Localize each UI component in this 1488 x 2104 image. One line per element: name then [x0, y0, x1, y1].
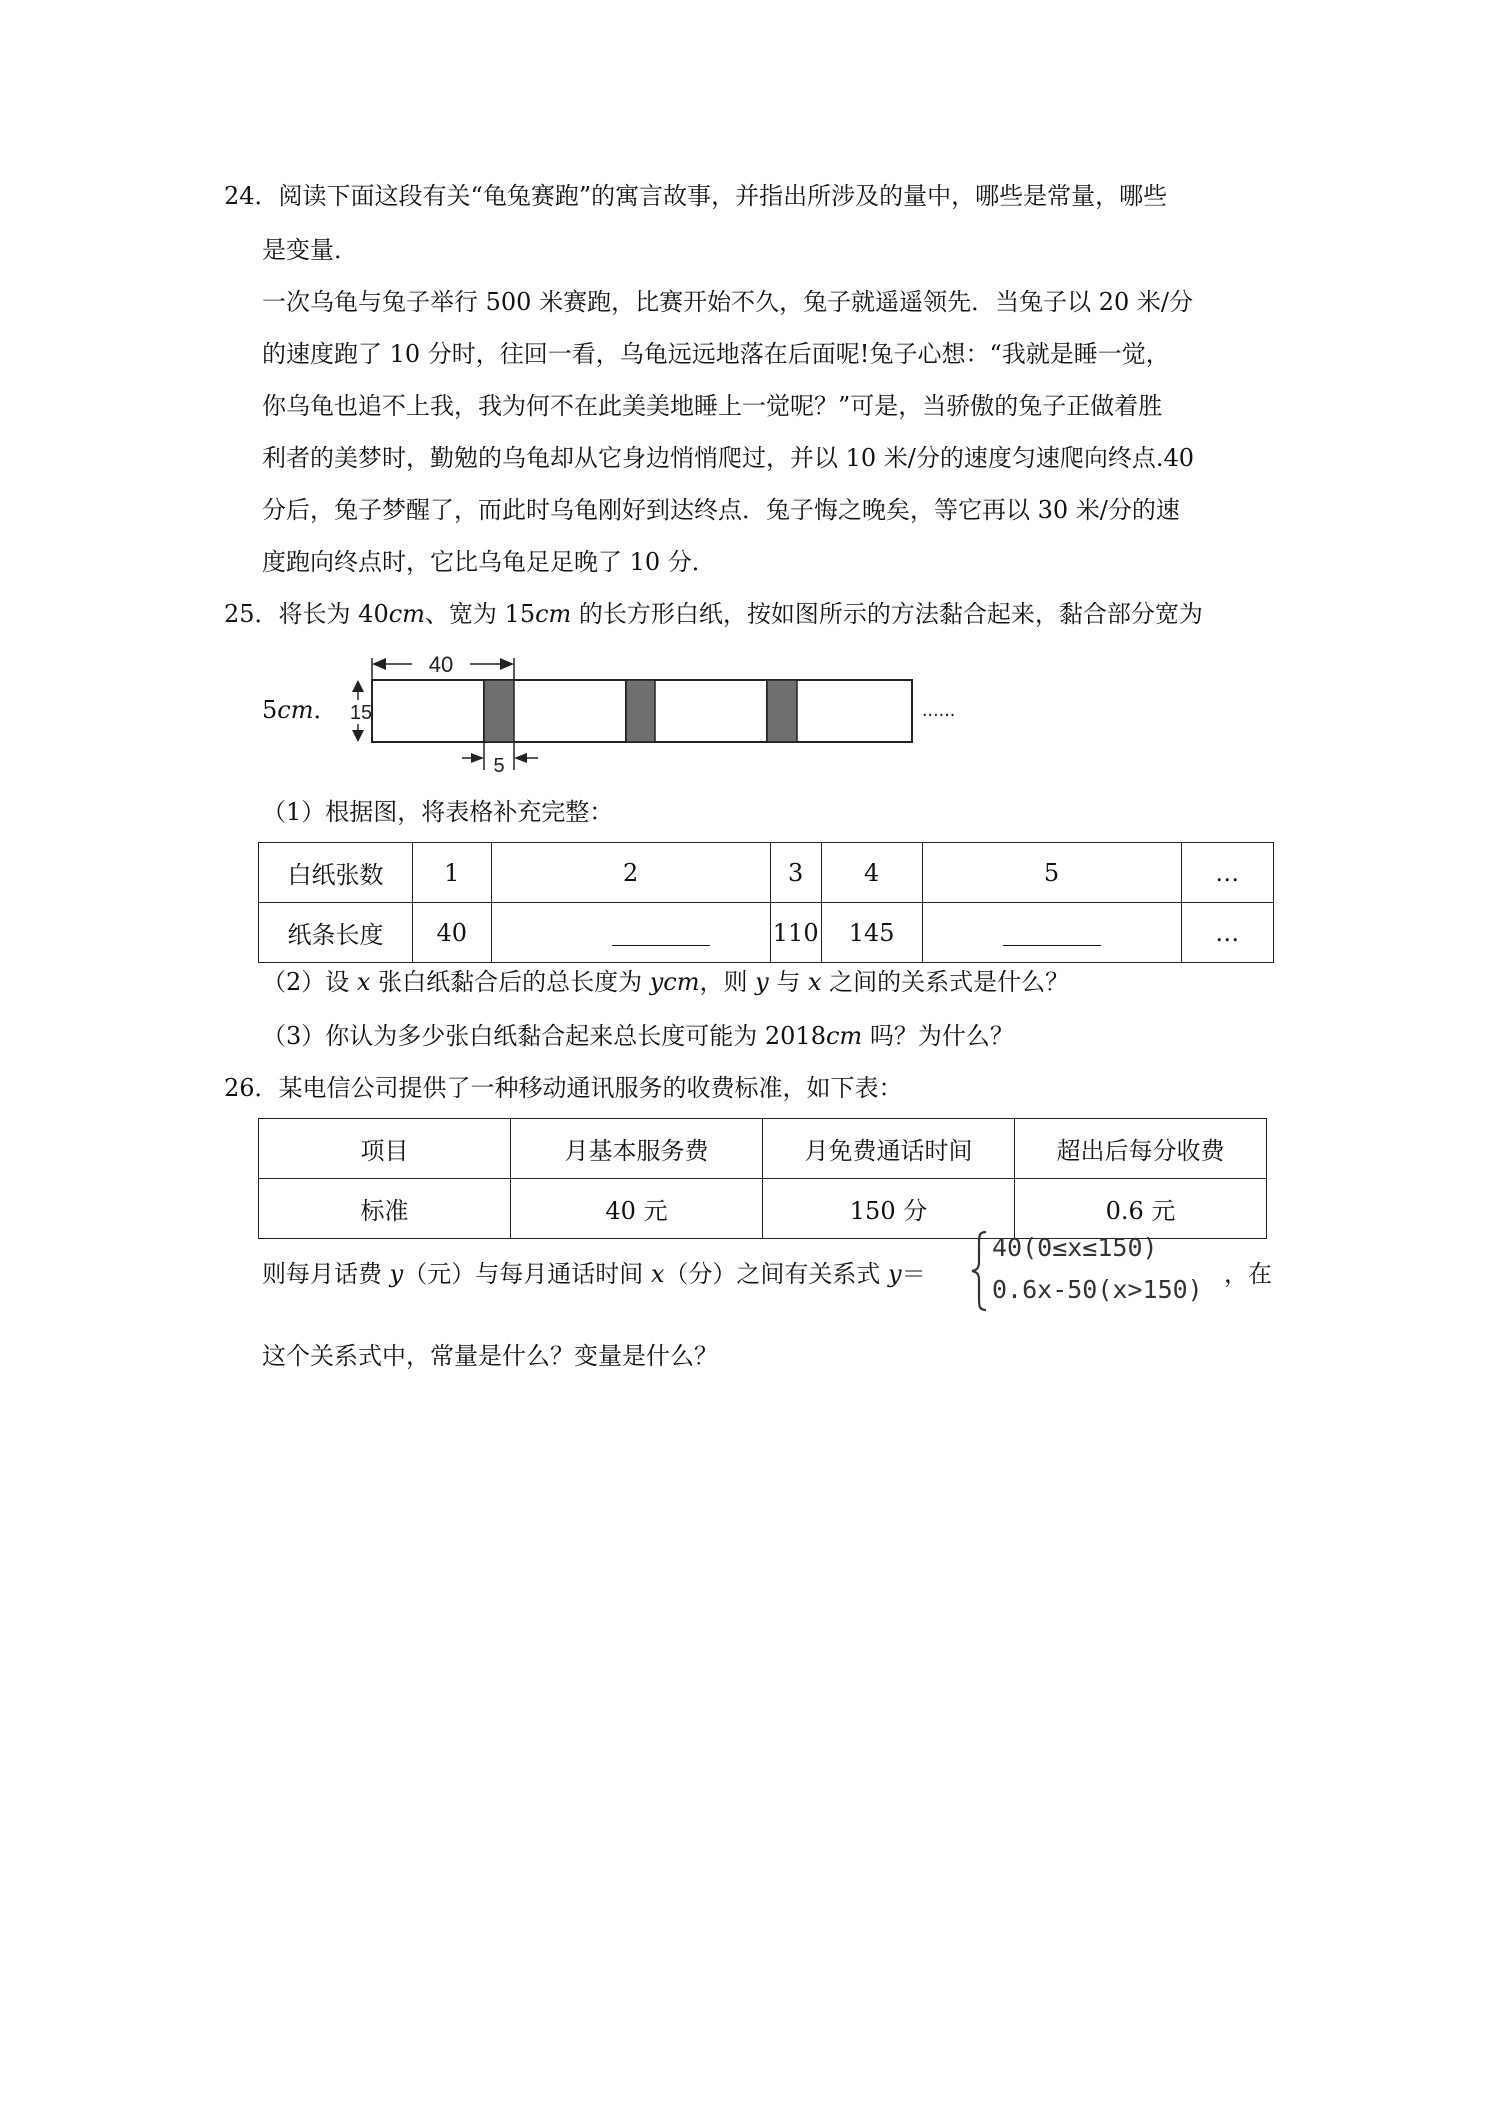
q25-line-2: [262, 692, 337, 728]
q25-line2-a: 5: [262, 696, 278, 724]
cell-sheets-5: 5: [922, 843, 1181, 903]
overlap-arrow-left: [471, 753, 484, 763]
q24-text-1: 阅读下面这段有关“龟兔赛跑”的寓言故事，并指出所涉及的量中，哪些是常量，哪些: [278, 182, 1168, 210]
q25-sub2-x2: x: [807, 968, 822, 996]
q24-line-1: [224, 178, 1167, 214]
q26-text-1: 某电信公司提供了一种移动通讯服务的收费标准，如下表：: [278, 1074, 903, 1102]
q24-line-8: 度跑向终点时，它比乌龟足足晚了 10 分．: [262, 548, 716, 576]
overlap-label: 5: [493, 755, 505, 776]
q25-sub2: [262, 964, 1069, 1000]
q26-table: [258, 1118, 1267, 1239]
q26-header-base-fee: 月基本服务费: [511, 1119, 763, 1179]
q26-rel-x: x: [650, 1260, 665, 1288]
width-arrow-top: [352, 680, 364, 692]
length-label: 40: [428, 652, 454, 677]
q25-sub2-a: （2）设: [262, 968, 357, 996]
q24-number: 24．: [224, 182, 279, 210]
cell-sheets-2: 2: [491, 843, 770, 903]
q26-header-item: 项目: [259, 1119, 511, 1179]
answer-blank-1[interactable]: [612, 923, 710, 946]
q26-rel-b: （元）与每月通话时间: [403, 1260, 651, 1288]
q26-cell-standard: 标准: [259, 1179, 511, 1239]
cell-header-sheets: 白纸张数: [259, 843, 413, 903]
q24-line-5: 你乌龟也追不上我，我为何不在此美美地睡上一觉呢？”可是，当骄傲的兔子正做着胜: [262, 392, 1163, 420]
q25-sub2-e: 之间的关系式是什么？: [821, 968, 1070, 996]
q26-cell-extra-rate: 0.6 元: [1015, 1179, 1267, 1239]
cell-sheets-4: 4: [821, 843, 922, 903]
q25-sub2-d: 与: [768, 968, 808, 996]
overlap-3: [767, 680, 797, 742]
length-arrow-left: [372, 658, 386, 670]
q26-rel-y2: y: [888, 1260, 902, 1288]
cell-length-ellipsis: …: [1181, 903, 1273, 963]
q25-sub1: （1）根据图，将表格补充完整：: [262, 798, 614, 826]
q25-sub3-unit: cm: [825, 1022, 863, 1050]
q25-unit-1: cm: [388, 600, 425, 628]
q25-text-b: 、宽为 15: [424, 600, 536, 628]
piecewise-function: [970, 1228, 1224, 1314]
cell-length-4: 145: [821, 903, 922, 963]
width-arrow-bottom: [352, 730, 364, 742]
overlap-1: [484, 680, 514, 742]
q25-sub2-b: 张白纸黏合后的总长度为: [370, 968, 650, 996]
q25-text-c: 的长方形白纸，按如图所示的方法黏合起来，黏合部分宽为: [571, 600, 1203, 628]
q25-table-row-sheets: [259, 843, 1274, 903]
q24-line-7: 分后，兔子梦醒了，而此时乌龟刚好到达终点．兔子悔之晚矣，等它再以 30 米/分的速: [262, 496, 1180, 524]
cell-length-3: 110: [770, 903, 821, 963]
piece-2: 0.6x-50(x>150): [992, 1275, 1203, 1304]
q25-line2-unit: cm: [277, 696, 314, 724]
q26-line-1: [224, 1070, 903, 1106]
answer-blank-2[interactable]: [1003, 923, 1101, 946]
paper-strip-figure: [350, 646, 970, 776]
q25-sub2-ycm: ycm: [649, 968, 700, 996]
q26-header-extra-rate: 超出后每分收费: [1015, 1119, 1267, 1179]
cell-length-1: 40: [412, 903, 491, 963]
q24-line-2: 是变量．: [262, 236, 358, 264]
q25-sub2-c: ，则: [699, 968, 756, 996]
continuation-dots: ......: [922, 699, 956, 721]
width-label: 15: [350, 702, 373, 724]
q26-rel-tail: ，在: [1224, 1260, 1272, 1288]
overlap-arrow-right: [514, 753, 527, 763]
q25-sub2-x: x: [356, 968, 371, 996]
q25-sub2-y2: y: [755, 968, 769, 996]
q25-sub3-b: 吗？为什么？: [862, 1022, 1014, 1050]
q25-sub3: [262, 1018, 1014, 1054]
q25-sub3-a: （3）你认为多少张白纸黏合起来总长度可能为 2018: [262, 1022, 826, 1050]
overlap-2: [626, 680, 655, 742]
cell-sheets-ellipsis: …: [1181, 843, 1273, 903]
q26-table-header: [259, 1119, 1267, 1179]
q25-line-1: [224, 596, 1203, 632]
cell-header-length: 纸条长度: [259, 903, 413, 963]
q26-header-free-time: 月免费通话时间: [763, 1119, 1015, 1179]
q25-text-a: 将长为 40: [278, 600, 389, 628]
q24-line-3: 一次乌龟与兔子举行 500 米赛跑，比赛开始不久，兔子就遥遥领先．当兔子以 20 米/分: [262, 288, 1193, 316]
q24-line-6: 利者的美梦时，勤勉的乌龟却从它身边悄悄爬过，并以 10 米/分的速度匀速爬向终点.40: [262, 444, 1195, 472]
cell-sheets-3: 3: [770, 843, 821, 903]
q26-rel-a: 则每月话费: [262, 1260, 390, 1288]
q26-rel-eq: ＝: [901, 1260, 926, 1288]
cell-length-5-blank[interactable]: [922, 903, 1181, 963]
q26-relation-line: [262, 1256, 926, 1292]
q25-table-row-length: [259, 903, 1274, 963]
q26-cell-free-time: 150 分: [763, 1179, 1015, 1239]
q26-rel-y: y: [389, 1260, 404, 1288]
q25-line2-b: ．: [313, 696, 338, 724]
q26-cell-base-fee: 40 元: [511, 1179, 763, 1239]
q26-rel-c: （分）之间有关系式: [664, 1260, 889, 1288]
cell-length-2-blank[interactable]: [491, 903, 770, 963]
piece-1: 40(0≤x≤150): [992, 1233, 1158, 1262]
cell-sheets-1: 1: [412, 843, 491, 903]
left-brace-icon: [970, 1230, 990, 1312]
q25-number: 25．: [224, 600, 279, 628]
q26-number: 26．: [224, 1074, 279, 1102]
q25-unit-2: cm: [535, 600, 572, 628]
q25-table: [258, 842, 1274, 963]
q26-line-3: 这个关系式中，常量是什么？变量是什么？: [262, 1342, 718, 1370]
length-arrow-right: [500, 658, 514, 670]
q24-line-4: 的速度跑了 10 分时，往回一看，乌龟远远地落在后面呢!兔子心想：“我就是睡一觉，: [262, 340, 1170, 368]
